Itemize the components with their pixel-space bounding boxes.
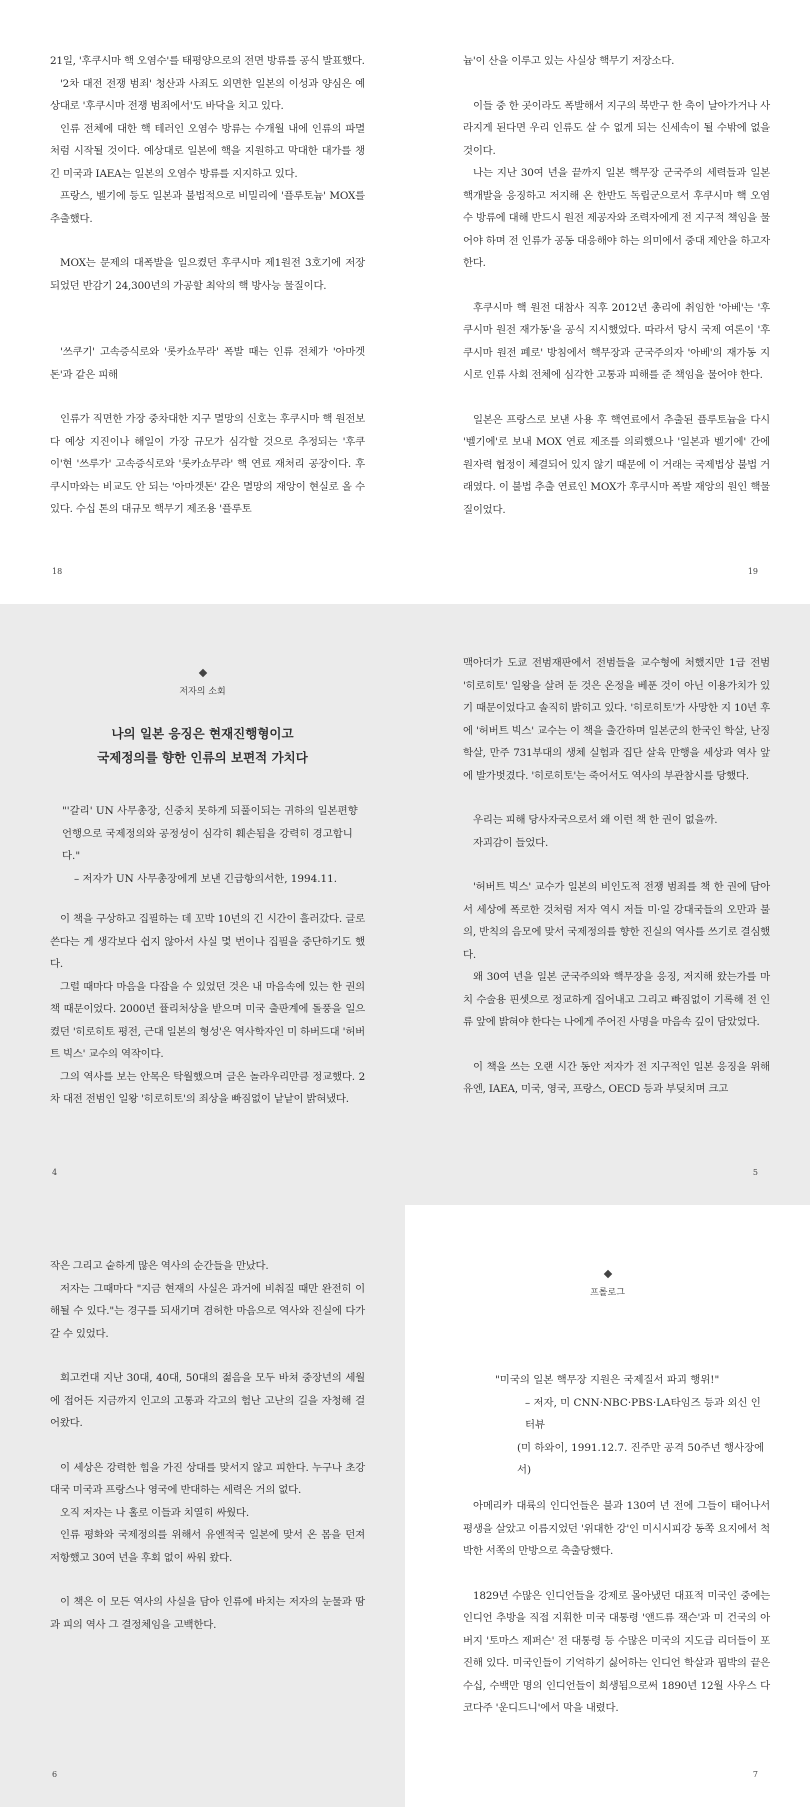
- paragraph: 오직 저자는 나 홀로 이들과 치열히 싸웠다.: [60, 1506, 249, 1519]
- page-5-body: [463, 652, 770, 1101]
- page-6-body: [50, 1255, 365, 1636]
- epigraph: [62, 800, 361, 890]
- page-6: [0, 1205, 405, 1807]
- paragraph-gap: [463, 73, 770, 95]
- paragraph: 우리는 피해 당사자국으로서 왜 이런 책 한 권이 없을까.: [473, 814, 718, 826]
- paragraph-gap: [463, 1034, 770, 1056]
- paragraph: MOX는 문제의 대폭발을 일으켰던 후쿠시마 제1원전 3호기에 저장되었던 반감기 24,300년의 가공할 최악의 핵 방사능 물질이다.: [50, 257, 365, 292]
- epigraph: [495, 1369, 770, 1482]
- page-number: 6: [52, 1770, 58, 1779]
- epigraph-source: – 저자, 미 CNN·NBC·PBS·LA타임즈 등과 외신 인터뷰: [525, 1396, 761, 1431]
- paragraph: 이들 중 한 곳이라도 폭발해서 지구의 북반구 한 축이 날아가거나 사라지게 된다면 우리 인류도 살 수 없게 되는 신세속이 될 수밖에 없을 것이다.: [463, 99, 770, 157]
- epigraph-source: – 저자가 UN 사무총장에게 보낸 긴급항의서한, 1994.11.: [74, 872, 338, 885]
- paragraph: 아메리카 대륙의 인디언들은 불과 130여 년 전에 그들이 태어나서 평생을 살았고 이름지었던 '위대한 강'인 미시시피강 동쪽 요지에서 척박한 서쪽의 만방으로 축출당했다.: [463, 1500, 770, 1557]
- page-4-body: [50, 908, 365, 1111]
- page-18: [0, 0, 405, 604]
- paragraph: 이 책을 쓰는 오랜 시간 동안 저자가 전 지구적인 일본 응징을 위해 유엔, IAEA, 미국, 영국, 프랑스, OECD 등과 부딪치며 크고: [463, 1060, 770, 1095]
- paragraph: 후쿠시마 핵 원전 대참사 직후 2012년 총리에 취임한 '아베'는 '후쿠시마 원전 재가동'을 공식 지시했었다. 따라서 당시 국제 여론이 '후쿠시마 원전 폐로' 방침에서 핵무장과 군국주의자 '아베'의 재가동 지시로 인류 사회 전체에 심각한 고통과 피해를 준 책임을 물어야 한다.: [463, 301, 770, 381]
- page-18-body: [50, 50, 365, 521]
- epigraph-text: "미국의 일본 핵무장 지원은 국제질서 파괴 행위!": [495, 1374, 720, 1386]
- chapter-title: [0, 722, 405, 770]
- paragraph-gap: [50, 386, 365, 408]
- page-7: [405, 1205, 810, 1807]
- paragraph: 나는 지난 30여 년을 끝까지 일본 핵무장 군국주의 세력들과 일본 핵개발을 응징하고 저지해 온 한반도 독립군으로서 후쿠시마 핵 오염수 방류에 대해 반드시 원전 제공자와 조력자에게 전 지구적 책임을 물어야 하며 전 인류가 공동 대응해야 하는 의미에서 중대 제안을 하고자 한다.: [463, 167, 770, 269]
- spread-pages-6-7: [0, 1205, 810, 1807]
- paragraph-gap: [463, 275, 770, 297]
- paragraph: 이 세상은 강력한 힘을 가진 상대를 맞서지 않고 피한다. 누구나 초강대국 미국과 프랑스나 영국에 반대하는 세력은 거의 없다.: [50, 1461, 365, 1496]
- paragraph: 늄'이 산을 이루고 있는 사실상 핵무기 저장소다.: [463, 55, 675, 67]
- page-number: 5: [752, 1168, 758, 1177]
- section-label: 프롤로그: [590, 1288, 625, 1298]
- epigraph-source-detail: (미 하와이, 1991.12.7. 진주만 공격 50주년 행사장에서): [517, 1441, 765, 1476]
- paragraph: 그럴 때마다 마음을 다잡을 수 있었던 것은 내 마음속에 있는 한 권의 책 때문이었다. 2000년 퓰리처상을 받으며 미국 출판계에 돌풍을 일으켰던 '히로히토 평전, 근대 일본의 형성'은 역사학자인 미 하버드대 '허버트 빅스' 교수의 역작이다.: [50, 980, 365, 1060]
- page-number: 18: [52, 567, 63, 576]
- spread-pages-18-19: [0, 0, 810, 604]
- paragraph-gap: [50, 1345, 365, 1367]
- paragraph-gap: [50, 230, 365, 252]
- section-label: 저자의 소회: [179, 687, 226, 697]
- paragraph-gap: [463, 1563, 770, 1585]
- paragraph: 프랑스, 벨기에 등도 일본과 불법적으로 비밀리에 '플루토늄' MOX를 추출했다.: [50, 190, 365, 225]
- page-number: 7: [752, 1770, 758, 1779]
- chapter-title-line-2: 국제정의를 향한 인류의 보편적 가치다: [97, 750, 308, 765]
- paragraph: '2차 대전 전쟁 범죄' 청산과 사죄도 외면한 일본의 이성과 양심은 예상대로 '후쿠시마 전쟁 범죄에서'도 바닥을 치고 있다.: [50, 77, 365, 112]
- paragraph: 자괴감이 들었다.: [473, 836, 549, 849]
- paragraph: 인류가 직면한 가장 중차대한 지구 멸망의 신호는 후쿠시마 핵 원전보다 예상 지진이나 해일이 가장 규모가 심각할 것으로 추정되는 '후쿠이'현 '쓰루가' 고속증식로와 '롯카쇼무라' 핵 연료 재처리 공장이다. 후쿠시마와는 비교도 안 되는 '아마겟돈' 같은 멸망의 재앙이 현실로 올 수 있다. 수십 톤의 대규모 핵무기 제조용 '플루토: [50, 413, 365, 515]
- paragraph: 일본은 프랑스로 보낸 사용 후 핵연료에서 추출된 플루토늄을 다시 '벨기에'로 보내 MOX 연료 제조를 의뢰했으나 '일본과 벨기에' 간에 원자력 협정이 체결되어 있지 않기 때문에 이 거래는 국제법상 불법 거래였다. 이 불법 추출 연료인 MOX가 후쿠시마 폭발 재앙의 원인 핵물질이었다.: [463, 413, 770, 516]
- spread-pages-4-5: [0, 604, 810, 1205]
- page-number: 4: [52, 1168, 58, 1177]
- paragraph: 이 책을 구상하고 집필하는 데 꼬박 10년의 긴 시간이 흘러갔다. 글로 쓴다는 게 생각보다 쉽지 않아서 사실 몇 번이나 집필을 중단하기도 했다.: [50, 913, 365, 970]
- diamond-ornament-icon: [198, 669, 206, 677]
- paragraph: 왜 30여 년을 일본 군국주의와 핵무장을 응징, 저지해 왔는가를 마치 수술용 핀셋으로 정교하게 집어내고 그리고 빠짐없이 기록해 전 인류 앞에 밝혀야 한다는 나에게 주어진 사명을 마음속 깊이 담았었다.: [463, 971, 770, 1028]
- chapter-title-line-1: 나의 일본 응징은 현재진행형이고: [111, 726, 294, 741]
- page-4: [0, 604, 405, 1205]
- paragraph-gap: [463, 854, 770, 876]
- paragraph: 그의 역사를 보는 안목은 탁월했으며 글은 놀라우리만큼 정교했다. 2차 대전 전범인 일왕 '히로히토'의 죄상을 빠짐없이 낱낱이 밝혀냈다.: [50, 1070, 365, 1105]
- paragraph: '허버트 빅스' 교수가 일본의 비인도적 전쟁 범죄를 책 한 권에 담아서 세상에 폭로한 것처럼 저자 역시 저들 미·일 강대국들의 오만과 불의, 반칙의 음모에 맞서 국제정의를 향한 진실의 역사를 쓰기로 결심했다.: [463, 881, 770, 961]
- page-7-body: [463, 1495, 770, 1720]
- paragraph-gap: [463, 787, 770, 809]
- paragraph: 저자는 그때마다 "지금 현재의 사실은 과거에 비춰질 때만 완전히 이해될 수 있다."는 경구를 되새기며 겸허한 마음으로 역사와 진실에 다가갈 수 있었다.: [50, 1282, 365, 1340]
- page-number: 19: [747, 567, 758, 576]
- paragraph: 21일, '후쿠시마 핵 오염수'를 태평양으로의 전면 방류를 공식 발표했다.: [50, 55, 365, 67]
- paragraph: 인류 평화와 국제정의를 위해서 유엔적국 일본에 맞서 온 몸을 던져 저항했고 30여 년을 후회 없이 싸워 왔다.: [50, 1529, 365, 1564]
- paragraph-gap: [50, 1569, 365, 1591]
- paragraph: 인류 전체에 대한 핵 테러인 오염수 방류는 수개월 내에 인류의 파멸처럼 시작될 것이다. 예상대로 일본에 핵을 지원하고 막대한 대가를 챙긴 미국과 IAEA는 일본의 오염수 방류를 지지하고 있다.: [50, 122, 365, 180]
- paragraph: 작은 그리고 숱하게 많은 역사의 순간들을 만났다.: [50, 1260, 269, 1272]
- paragraph: 이 책은 이 모든 역사의 사실을 담아 인류에 바치는 저자의 눈물과 땀과 피의 역사 그 결정체임을 고백한다.: [50, 1596, 365, 1631]
- page-19-body: [463, 50, 770, 521]
- page-19: [405, 0, 810, 604]
- subheading: '쓰쿠기' 고속증식로와 '롯카쇼무라' 폭발 때는 인류 전체가 '아마겟돈'과 같은 피해: [50, 346, 365, 381]
- paragraph: 1829년 수많은 인디언들을 강제로 몰아냈던 대표적 미국인 중에는 인디언 추방을 직접 지휘한 미국 대통령 '앤드류 잭슨'과 미 건국의 아버지 '토마스 제퍼슨' 전 대통령 등 수많은 미국의 지도급 리더들이 포진해 있다. 미국인들이 기억하기 싫어하는 인디언 학살과 핍박의 끝은 수십, 수백만 명의 인디언들이 희생됨으로써 1890년 12월 사우스 다코다주 '운디드니'에서 막을 내렸다.: [463, 1589, 770, 1714]
- paragraph-gap: [50, 1435, 365, 1457]
- paragraph: 맥아더가 도쿄 전범재판에서 전범들을 교수형에 처했지만 1급 전범 '히로히토' 일왕을 살려 둔 것은 온정을 베푼 것이 아닌 이용가치가 있기 때문이었다고 솔직히 밝히고 있다. '히로히토'가 사망한 지 10년 후에 '허버트 빅스' 교수는 이 책을 출간하며 일본군의 한국인 학살, 난징 학살, 만주 731부대의 생체 실험과 집단 살육 만행을 세상과 역사 앞에 발가벗겼다. '히로히토'는 죽어서도 역사의 부관참시를 당했다.: [463, 657, 770, 782]
- paragraph: 회고컨대 지난 30대, 40대, 50대의 젊음을 모두 바쳐 중장년의 세월에 접어든 지금까지 인고의 고통과 각고의 험난 고난의 길을 자청해 걸어왔다.: [50, 1372, 365, 1429]
- paragraph-gap: [463, 387, 770, 409]
- page-5: [405, 604, 810, 1205]
- diamond-ornament-icon: [603, 1270, 611, 1278]
- epigraph-text: "'갈리' UN 사무총장, 신중치 못하게 되풀이되는 귀하의 일본편향 언행으로 국제정의와 공정성이 심각히 훼손됨을 강력히 경고합니다.": [62, 805, 358, 862]
- paragraph-gap: [50, 319, 365, 341]
- paragraph-gap: [50, 297, 365, 319]
